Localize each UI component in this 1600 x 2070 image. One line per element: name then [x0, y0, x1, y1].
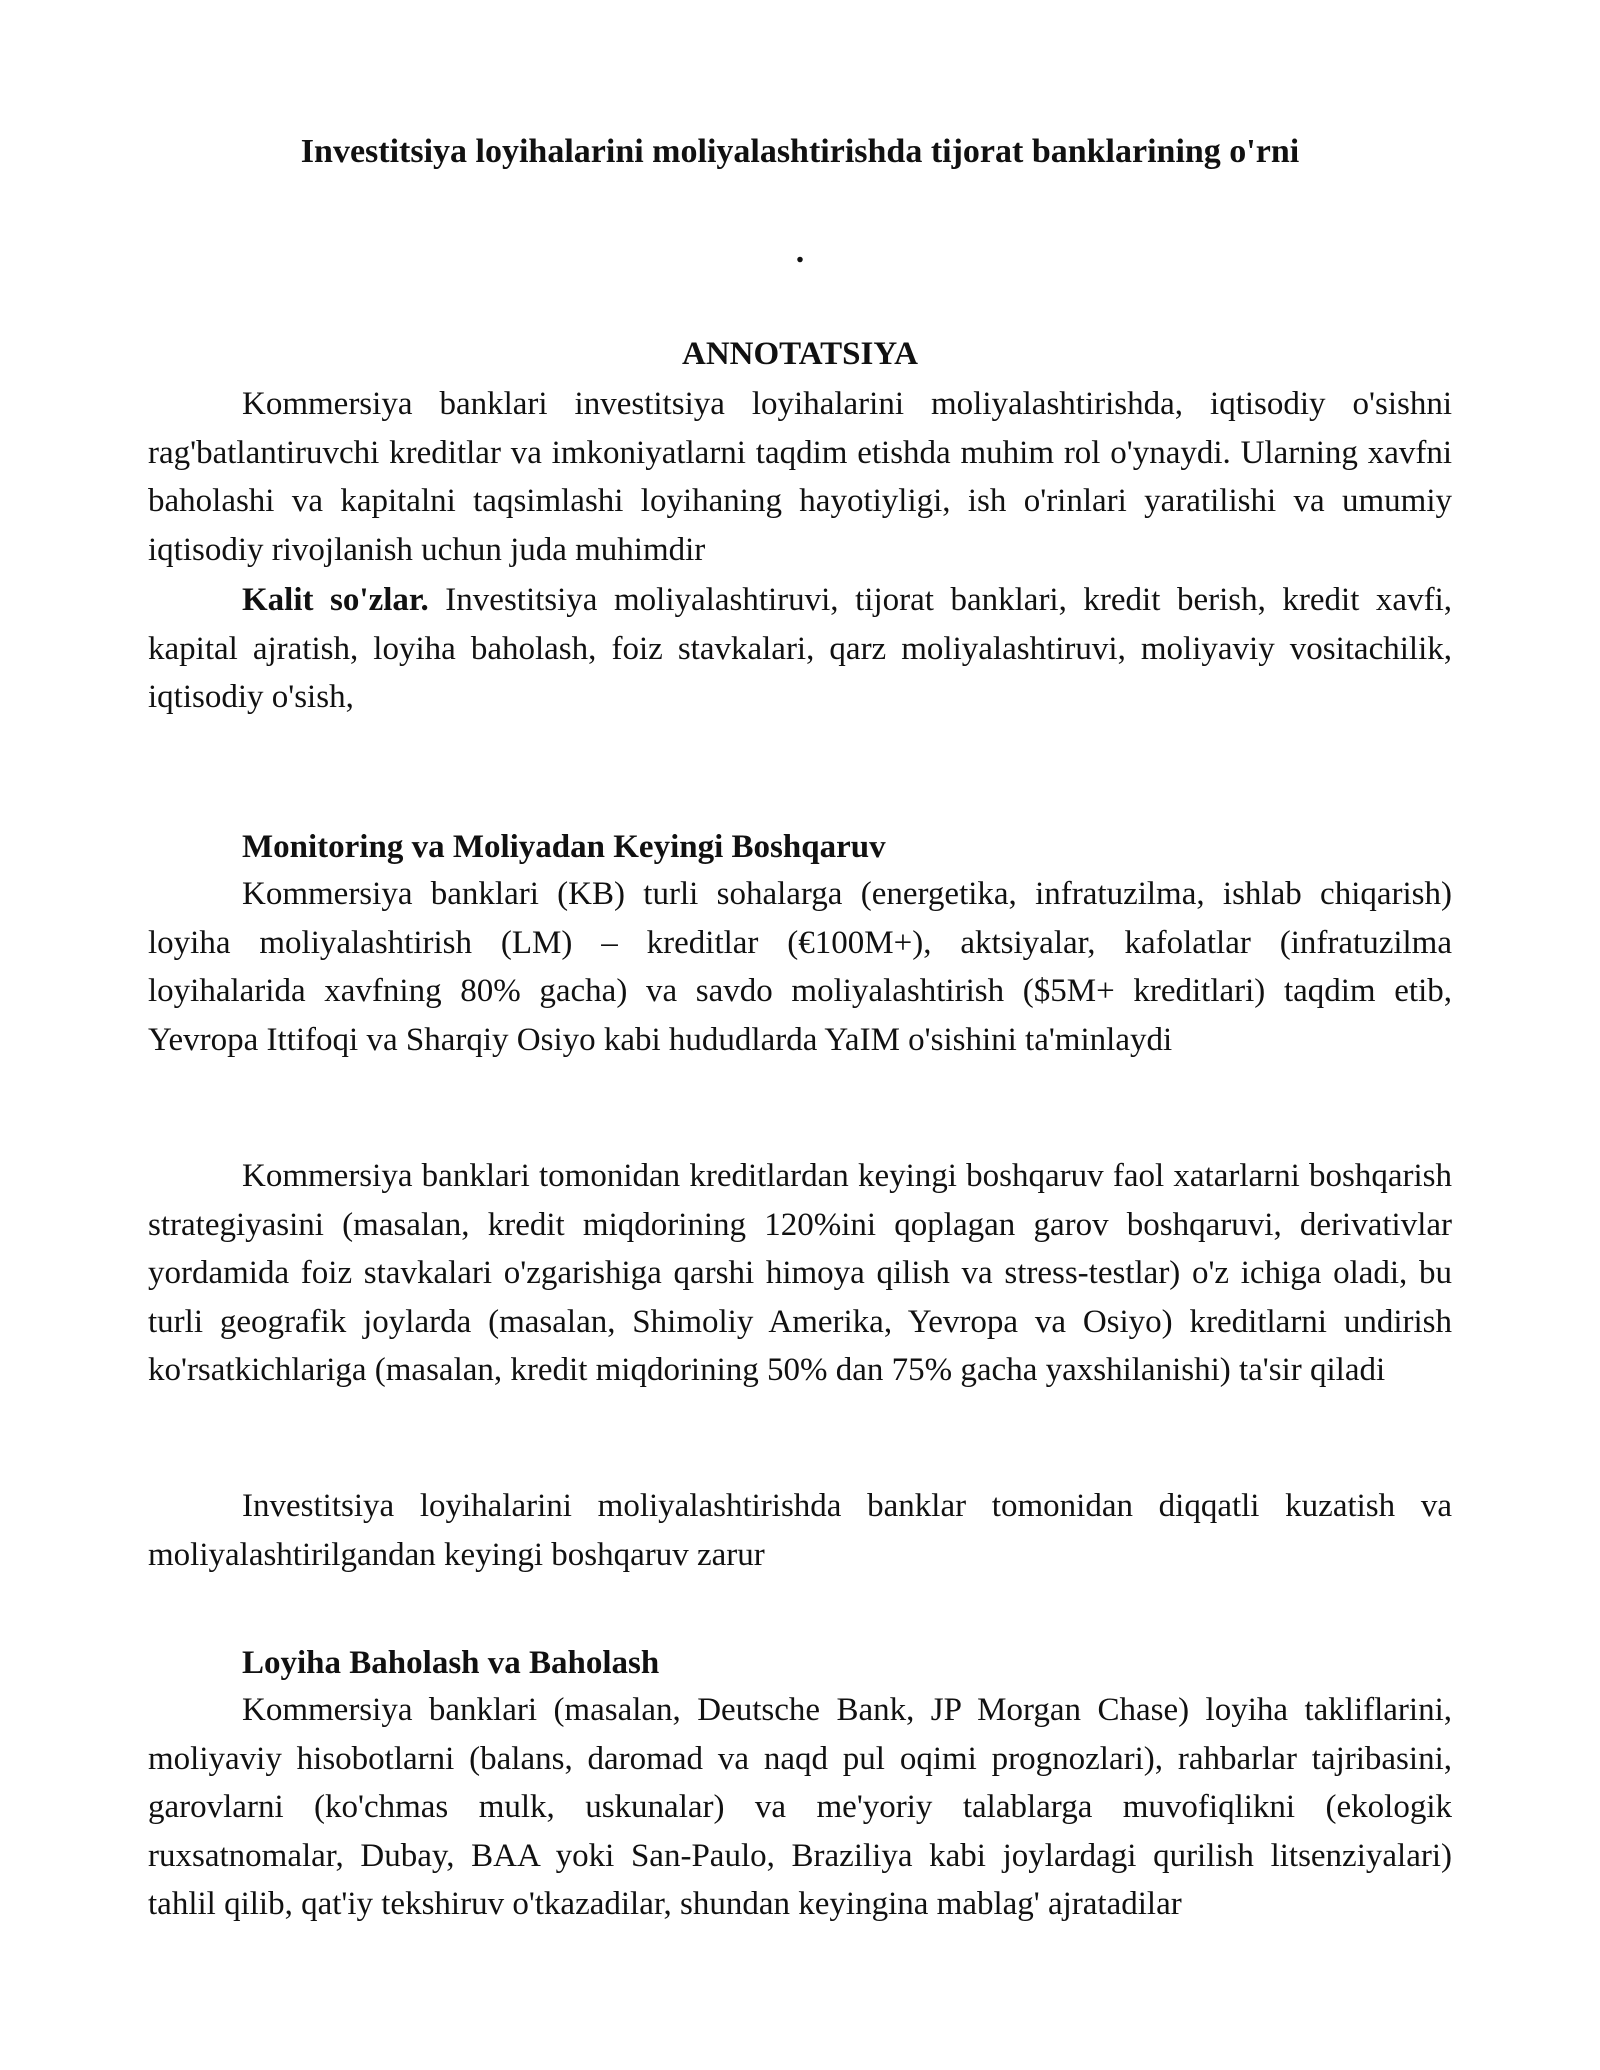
title-separator: .	[795, 233, 805, 270]
section-evaluation-paragraph-1: Kommersiya banklari (masalan, Deutsche Bank, JP Morgan Chase) loyiha takliflarini, moliyaviy hisobotlarni (balans, daromad va naqd pul oqimi prognozlari), rahbarlar tajribasini, garovlarni (ko'chmas mulk, uskunalar) va me'yoriy talablarga muvofiqlikni (ekologik ruxsatnomalar, Dubay, BAA yoki San-Paulo, Braziliya kabi joylardagi qurilish litsenziyalari) tahlil qilib, qat'iy tekshiruv o'tkazadilar, shundan keyingina mablag' ajratadilar	[148, 1692, 1452, 1922]
annotation-heading: ANNOTATSIYA	[682, 336, 918, 372]
section-heading-monitoring: Monitoring va Moliyadan Keyingi Boshqaruv	[242, 829, 886, 865]
section-monitoring-paragraph-1: Kommersiya banklari (KB) turli sohalarga (energetika, infratuzilma, ishlab chiqarish) loyiha moliyalashtirish (LM) – kreditlar (€100M+), aktsiyalar, kafolatlar (infratuzilma loyihalarida xavfning 80% gacha) va savdo moliyalashtirish ($5M+ kreditlari) taqdim etib, Yevropa Ittifoqi va Sharqiy Osiyo kabi hududlarda YaIM o'sishini ta'minlaydi	[148, 876, 1452, 1058]
section-monitoring-paragraph-3: Investitsiya loyihalarini moliyalashtirishda banklar tomonidan diqqatli kuzatish va moliyalashtirilgandan keyingi boshqaruv zarur	[148, 1488, 1452, 1573]
annotation-paragraph: Kommersiya banklari investitsiya loyihalarini moliyalashtirishda, iqtisodiy o'sishni rag'batlantiruvchi kreditlar va imkoniyatlarni taqdim etishda muhim rol o'ynaydi. Ularning xavfni baholashi va kapitalni taqsimlashi loyihaning hayotiyligi, ish o'rinlari yaratilishi va umumiy iqtisodiy rivojlanish uchun juda muhimdir	[148, 386, 1452, 568]
keywords-text: Investitsiya moliyalashtiruvi, tijorat banklari, kredit berish, kredit xavfi, kapital ajratish, loyiha baholash, foiz stavkalari, qarz moliyalashtiruvi, moliyaviy vositachilik, iqtisodiy o'sish,	[148, 582, 1452, 715]
section-heading-evaluation: Loyiha Baholash va Baholash	[242, 1645, 660, 1681]
section-monitoring-paragraph-2: Kommersiya banklari tomonidan kreditlardan keyingi boshqaruv faol xatarlarni boshqarish strategiyasini (masalan, kredit miqdorining 120%ini qoplagan garov boshqaruvi, derivativlar yordamida foiz stavkalari o'zgarishiga qarshi himoya qilish va stress-testlar) o'z ichiga oladi, bu turli geografik joylarda (masalan, Shimoliy Amerika, Yevropa va Osiyo) kreditlarni undirish ko'rsatkichlariga (masalan, kredit miqdorining 50% dan 75% gacha yaxshilanishi) ta'sir qiladi	[148, 1158, 1452, 1388]
keywords-label: Kalit so'zlar.	[242, 582, 429, 618]
keywords-paragraph	[148, 576, 1452, 722]
document-title: Investitsiya loyihalarini moliyalashtirishda tijorat banklarining o'rni	[300, 133, 1300, 170]
